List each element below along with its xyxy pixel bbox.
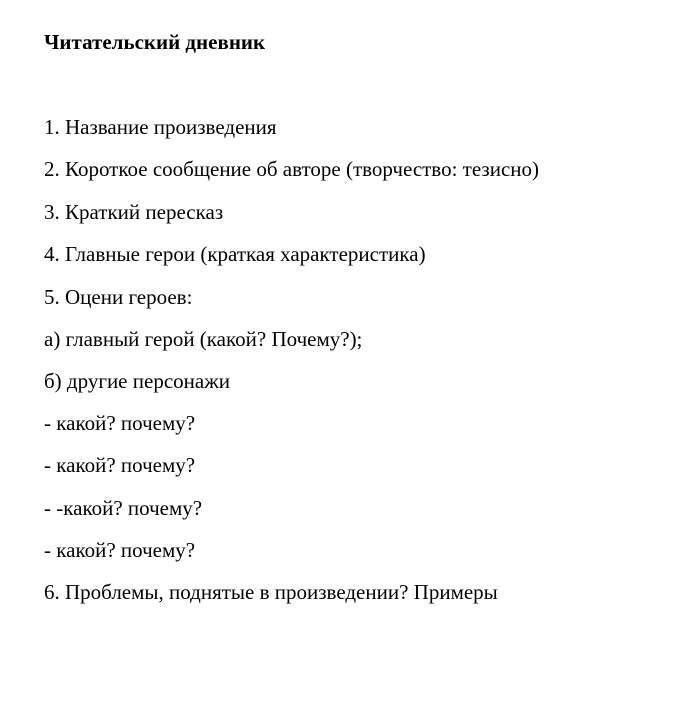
subitem-main-hero: а) главный герой (какой? Почему?); — [44, 327, 363, 351]
bullet-line: - какой? почему? — [44, 453, 196, 477]
item-main-characters: 4. Главные герои (краткая характеристика) — [44, 242, 426, 266]
subitem-other-characters: б) другие персонажи — [44, 369, 230, 393]
item-summary: 3. Краткий пересказ — [44, 200, 224, 224]
item-title-of-work: 1. Название произведения — [44, 115, 277, 139]
bullet-line: - какой? почему? — [44, 538, 196, 562]
bullet-line: - -какой? почему? — [44, 496, 203, 520]
document-title: Читательский дневник — [44, 30, 266, 54]
item-author-info: 2. Короткое сообщение об авторе (творчество: тезисно) — [44, 157, 540, 181]
item-problems: 6. Проблемы, поднятые в произведении? Примеры — [44, 580, 498, 604]
bullet-line: - какой? почему? — [44, 411, 196, 435]
item-evaluate-characters: 5. Оцени героев: — [44, 285, 193, 309]
